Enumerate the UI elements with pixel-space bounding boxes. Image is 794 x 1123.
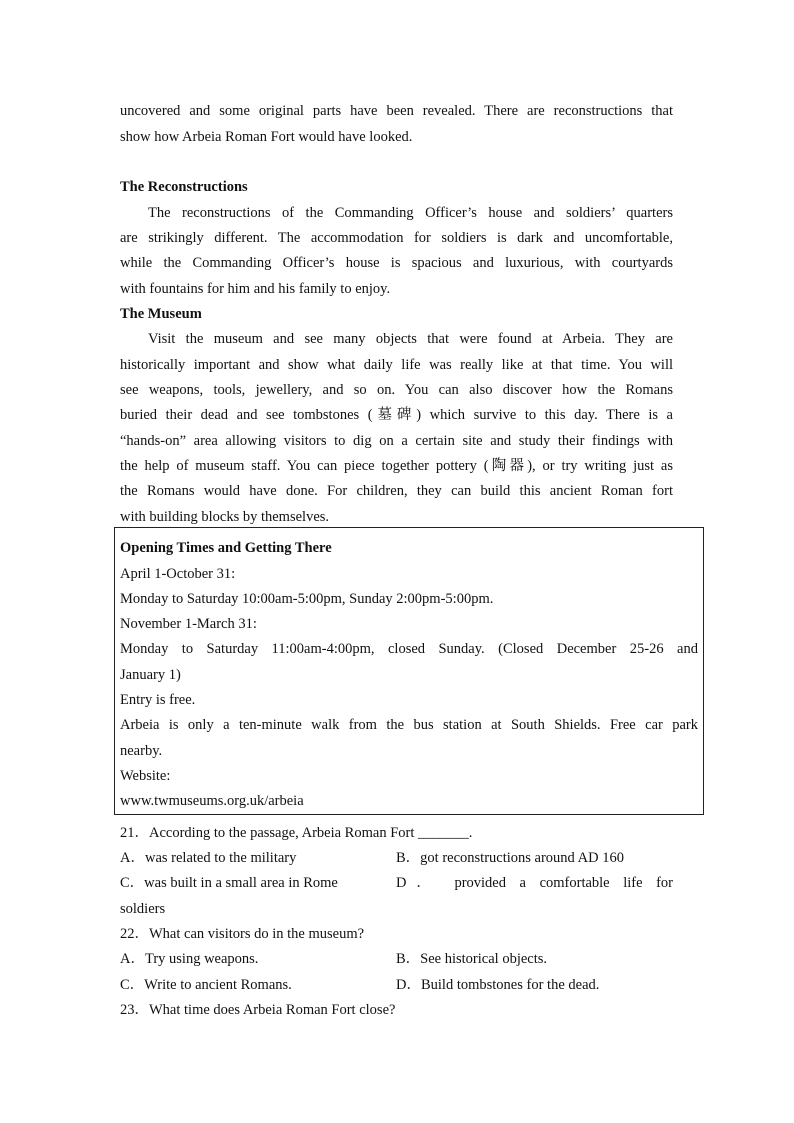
museum-line-5: “hands-on” area allowing visitors to dig on a certain site and study their findings with (120, 433, 673, 449)
box-line-4: Monday to Saturday 11:00am-4:00pm, closed Sunday. (Closed December 25-26 and (120, 641, 698, 657)
opening-times-box (114, 527, 704, 815)
box-line-6: Entry is free. (120, 692, 196, 708)
question-22-option-b[interactable]: B．See historical objects. (396, 951, 548, 967)
intro-line-2: show how Arbeia Roman Fort would have looked. (120, 129, 413, 145)
box-line-1: April 1-October 31: (120, 566, 236, 582)
intro-line-1: uncovered and some original parts have been revealed. There are reconstructions that (120, 103, 673, 119)
museum-line-3: see weapons, tools, jewellery, and so on. You can also discover how the Romans (120, 382, 673, 398)
box-line-9: Website: (120, 768, 171, 784)
museum-line-1: Visit the museum and see many objects that were found at Arbeia. They are (148, 331, 673, 347)
box-line-2: Monday to Saturday 10:00am-5:00pm, Sunday 2:00pm-5:00pm. (120, 591, 494, 607)
museum-line-6: the help of museum staff. You can piece together pottery (陶器), or try writing just as (120, 458, 673, 474)
box-line-3: November 1-March 31: (120, 616, 257, 632)
box-line-7: Arbeia is only a ten-minute walk from the bus station at South Shields. Free car park (120, 717, 698, 733)
section-heading-reconstructions: The Reconstructions (120, 179, 248, 195)
box-line-5: January 1) (120, 667, 181, 683)
box-heading: Opening Times and Getting There (120, 540, 332, 556)
reconstructions-line-1: The reconstructions of the Commanding Officer’s house and soldiers’ quarters (148, 205, 673, 221)
section-heading-museum: The Museum (120, 306, 202, 322)
reconstructions-line-4: with fountains for him and his family to enjoy. (120, 281, 391, 297)
museum-line-4: buried their dead and see tombstones (墓碑) which survive to this day. There is a (120, 407, 673, 423)
question-21-option-c[interactable]: C．was built in a small area in Rome (120, 875, 338, 891)
question-22-option-c[interactable]: C．Write to ancient Romans. (120, 977, 292, 993)
question-21-option-b[interactable]: B．got reconstructions around AD 160 (396, 850, 624, 866)
box-line-8: nearby. (120, 743, 163, 759)
question-22-option-a[interactable]: A．Try using weapons. (120, 951, 259, 967)
question-23-stem: 23．What time does Arbeia Roman Fort close? (120, 1002, 396, 1018)
question-22-option-d[interactable]: D．Build tombstones for the dead. (396, 977, 600, 993)
question-21-stem: 21．According to the passage, Arbeia Roman Fort _______. (120, 825, 473, 841)
reconstructions-line-3: while the Commanding Officer’s house is spacious and luxurious, with courtyards (120, 255, 673, 271)
question-22-stem: 22．What can visitors do in the museum? (120, 926, 365, 942)
question-21-option-a[interactable]: A．was related to the military (120, 850, 297, 866)
museum-line-2: historically important and show what daily life was really like at that time. You will (120, 357, 673, 373)
museum-line-8: with building blocks by themselves. (120, 509, 330, 525)
reconstructions-line-2: are strikingly different. The accommodation for soldiers is dark and uncomfortable, (120, 230, 673, 246)
website-link[interactable]: www.twmuseums.org.uk/arbeia (120, 793, 304, 809)
museum-line-7: the Romans would have done. For children, they can build this ancient Roman fort (120, 483, 673, 499)
question-21-option-d[interactable]: D． provided a comfortable life for (396, 875, 673, 891)
question-21-option-d-continued: soldiers (120, 901, 166, 917)
